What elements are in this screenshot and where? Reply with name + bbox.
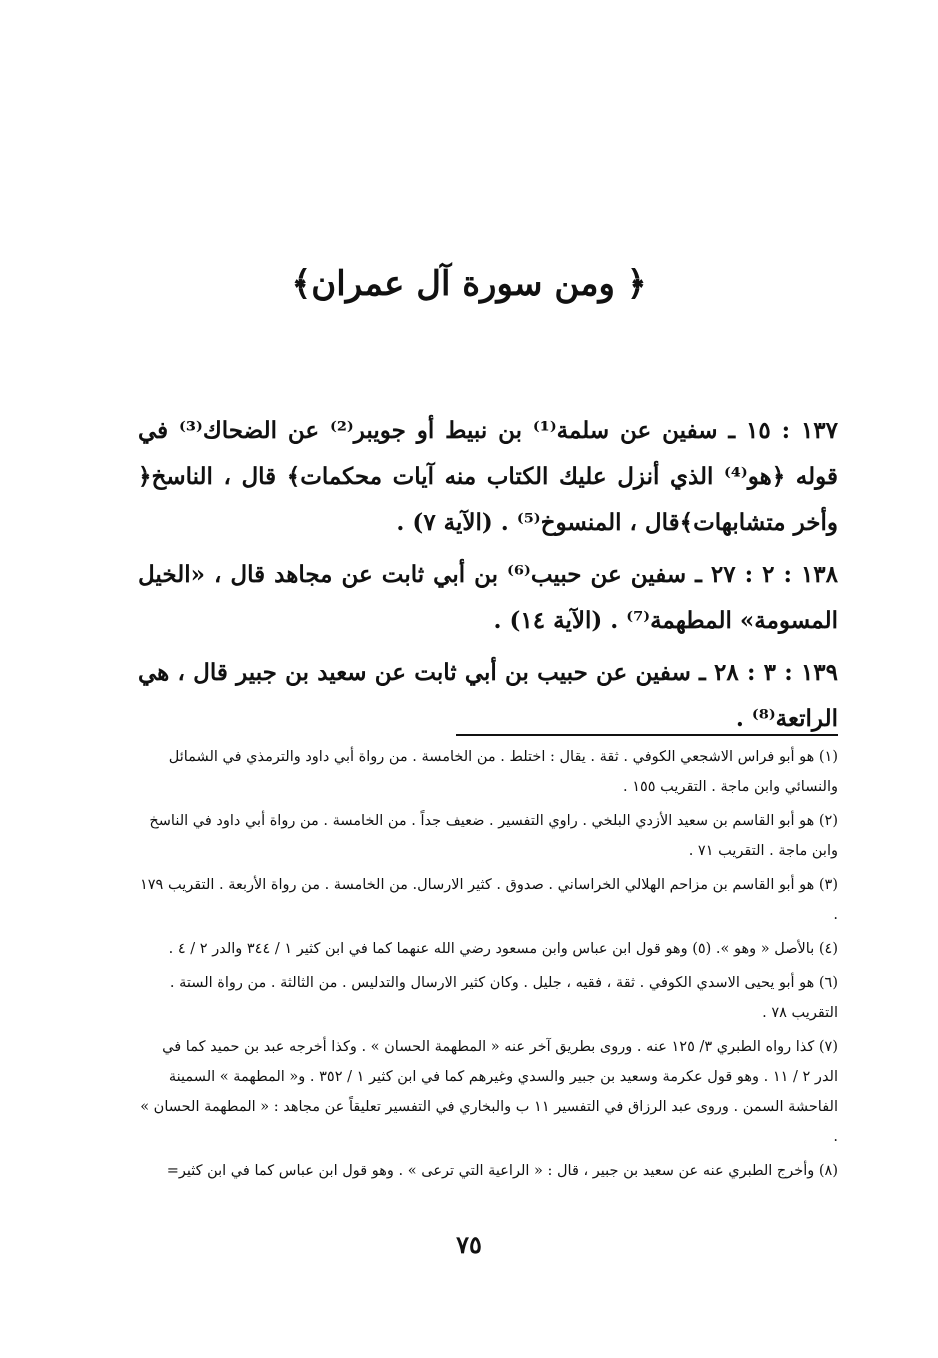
footnote-separator [456,734,838,736]
entry-138: ١٣٨ : ٢ : ٢٧ ـ سفين عن حبيب⁽⁶⁾ بن أبي ثابت عن مجاهد قال ، «الخيل المسومة» المطهمة⁽⁷⁾ . (الآية ١٤) . [138,561,838,634]
main-text [138,408,838,748]
footnote-1: (١) هو أبو فراس الاشجعي الكوفي . ثقة . يقال : اختلط . من الخامسة . من رواة أبي داود والترمذي في الشمائل والنسائي وابن ماجة . التقريب ١٥٥ . [168,749,838,795]
footnote-4-5: (٤) بالأصل « وهو ». (٥) وهو قول ابن عباس وابن مسعود رضي الله عنهما كما في ابن كثير ١ / ٣٤٤ والدر ٢ / ٤ . [168,941,838,957]
footnote-2: (٢) هو أبو القاسم بن سعيد الأزدي البلخي . راوي التفسير . ضعيف جداً . من الخامسة . من رواة أبي داود في الناسخ وابن ماجة . التقريب ٧١ . [149,813,838,859]
footnote-8: (٨) وأخرج الطبري عنه عن سعيد بن جبير ، قال : « الراعية التي ترعى » . وهو قول ابن عباس كما في ابن كثير= [166,1163,838,1179]
footnotes [138,742,838,1190]
entry-139: ١٣٩ : ٣ : ٢٨ ـ سفين عن حبيب بن أبي ثابت عن سعيد بن جبير قال ، هي الراتعة⁽⁸⁾ . [138,659,838,732]
footnote-7: (٧) كذا رواه الطبري ٣/ ١٢٥ عنه . وروى بطريق آخر عنه « المطهمة الحسان » . وكذا أخرجه عبد بن حميد كما في الدر ٢ / ١١ . وهو قول عكرمة وسعيد بن جبير والسدي وغيرهم كما في ابن كثير ١ / ٣٥٢ . و« المطهمة » السمينة الفاحشة السمن . وروى عبد الرزاق في التفسير ١١ ب والبخاري في التفسير تعليقاً عن مجاهد : « المطهمة الحسان » . [140,1039,838,1145]
page-number: ٧٥ [456,1230,482,1259]
chapter-title: ﴿ ومن سورة آل عمران﴾ [291,264,647,304]
entry-137: ١٣٧ : ١٥ ـ سفين عن سلمة⁽¹⁾ بن نبيط أو جويبر⁽²⁾ عن الضحاك⁽³⁾ في قوله ﴿هو⁽⁴⁾ الذي أنزل عليك الكتاب منه آيات محكمات﴾ قال ، الناسخ﴿ وأخر متشابهات﴾قال ، المنسوخ⁽⁵⁾ . (الآية ٧) . [138,417,839,536]
footnote-3: (٣) هو أبو القاسم بن مزاحم الهلالي الخراساني . صدوق . كثير الارسال. من الخامسة . من رواة الأربعة . التقريب ١٧٩ . [139,877,838,923]
footnote-6: (٦) هو أبو يحيى الاسدي الكوفي . ثقة ، فقيه ، جليل . وكان كثير الارسال والتدليس . من الثالثة . من رواة الستة . التقريب ٧٨ . [169,975,838,1021]
